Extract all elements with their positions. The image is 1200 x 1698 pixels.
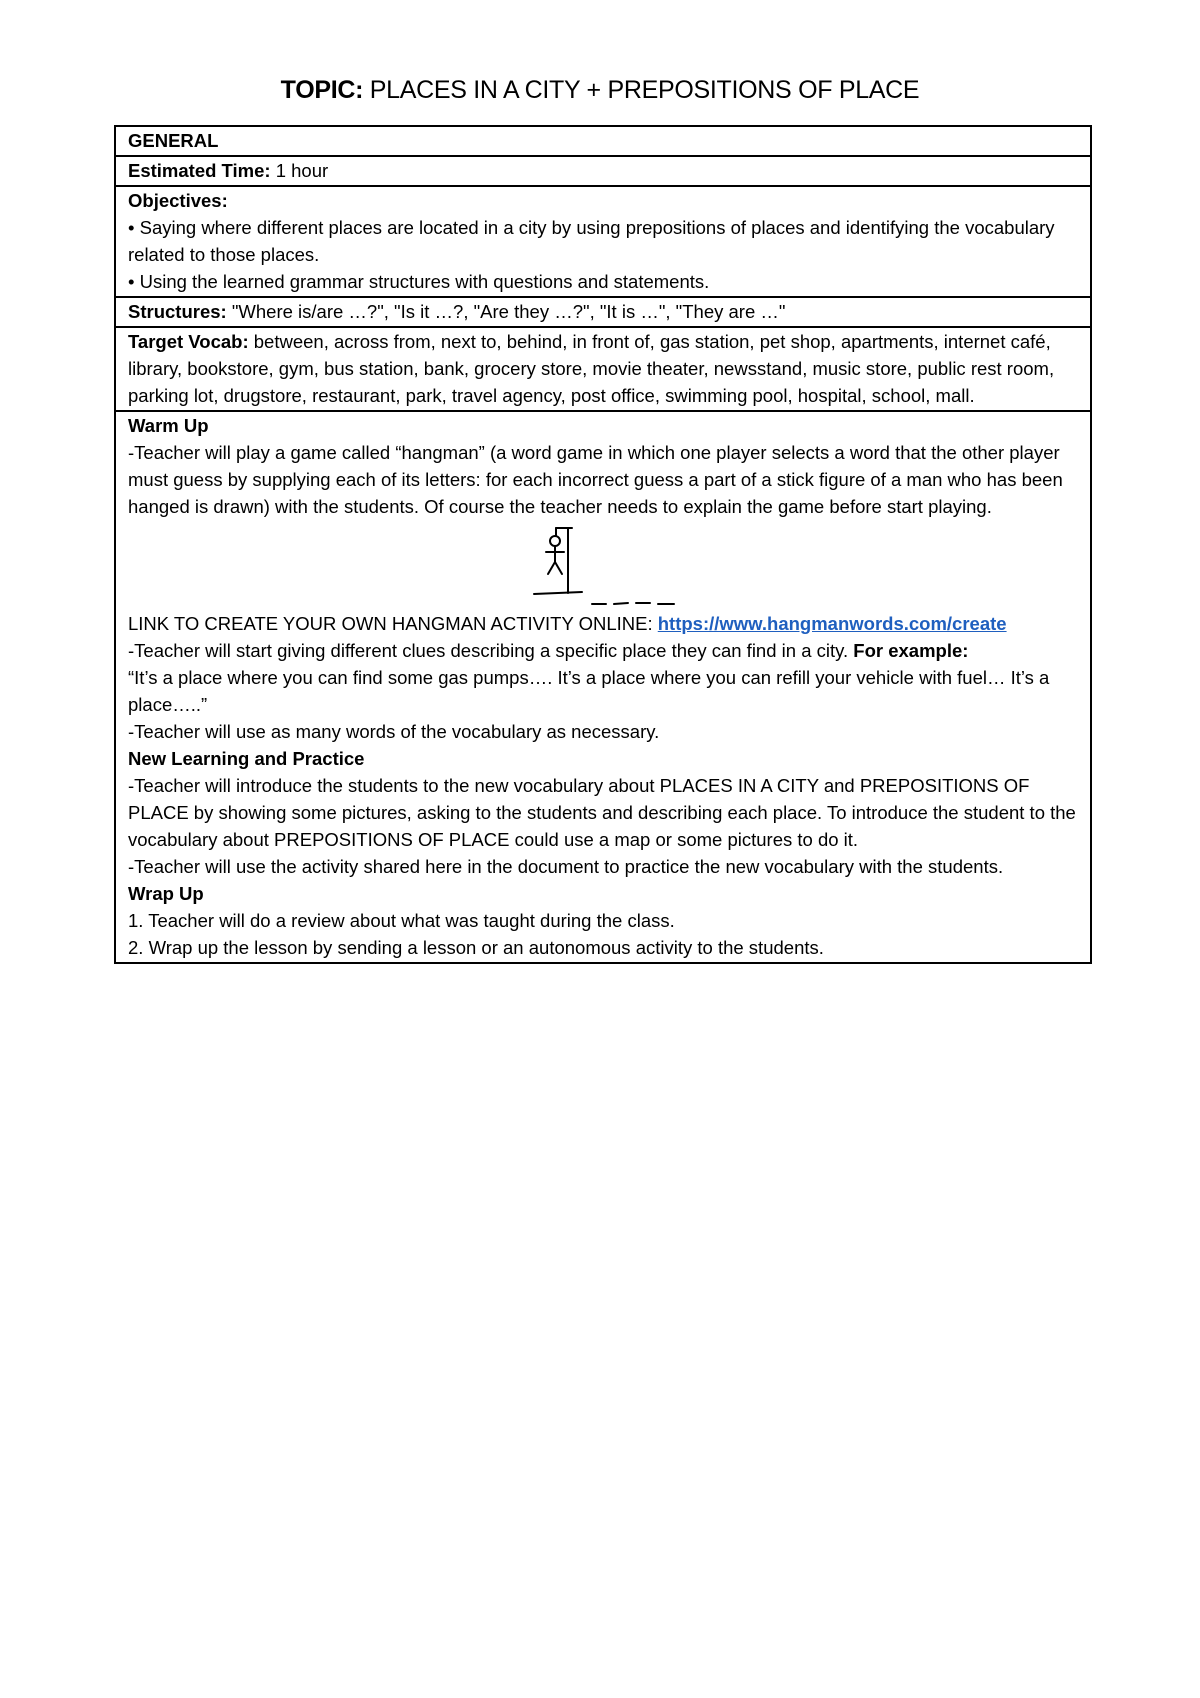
estimated-time-value: 1 hour bbox=[270, 160, 329, 181]
objective-item: • Saying where different places are located in a city by using prepositions of places and identifying the vocabulary related to those places. bbox=[128, 217, 1055, 265]
hangman-illustration bbox=[128, 520, 1080, 610]
structures-value: "Where is/are …?", "Is it …?, "Are they …?", "It is …", "They are …" bbox=[226, 301, 786, 322]
general-row bbox=[116, 127, 1090, 155]
structures-label: Structures: bbox=[128, 301, 227, 322]
target-vocab-label: Target Vocab: bbox=[128, 331, 249, 352]
lesson-plan-table bbox=[114, 125, 1092, 964]
objectives-label: Objectives: bbox=[128, 190, 228, 211]
general-header: GENERAL bbox=[128, 130, 219, 151]
target-vocab-row bbox=[116, 326, 1090, 410]
title-label: TOPIC: bbox=[280, 76, 364, 104]
procedure-row bbox=[116, 410, 1090, 962]
wrap-up-heading: Wrap Up bbox=[128, 883, 204, 904]
hangman-link-label: LINK TO CREATE YOUR OWN HANGMAN ACTIVITY ONLINE: bbox=[128, 613, 658, 634]
estimated-time-label: Estimated Time: bbox=[128, 160, 271, 181]
hangman-icon bbox=[532, 522, 692, 612]
objective-item: • Using the learned grammar structures with questions and statements. bbox=[128, 271, 710, 292]
warm-up-paragraph: -Teacher will play a game called “hangman” (a word game in which one player selects a word that the other player must guess by supplying each of its letters: for each incorrect guess a part of a stick figure of a man who has been hanged is drawn) with the students. Of course the teacher needs to explain the game before start playing. bbox=[128, 442, 1063, 517]
target-vocab-value: between, across from, next to, behind, in front of, gas station, pet shop, apartments, internet café, library, bookstore, gym, bus station, bank, grocery store, movie theater, newsstand, music store, public rest room, parking lot, drugstore, restaurant, park, travel agency, post office, swimming pool, hospital, school, mall. bbox=[128, 331, 1055, 406]
new-learning-heading: New Learning and Practice bbox=[128, 748, 365, 769]
title-text: PLACES IN A CITY + PREPOSITIONS OF PLACE bbox=[363, 76, 920, 104]
structures-row bbox=[116, 296, 1090, 326]
new-learning-paragraph: -Teacher will introduce the students to the new vocabulary about PLACES IN A CITY and PREPOSITIONS OF PLACE by showing some pictures, asking to the students and describing each place. To introduce the student to the vocabulary about PREPOSITIONS OF PLACE could use a map or some pictures to do it. bbox=[128, 775, 1076, 850]
estimated-time-row bbox=[116, 155, 1090, 185]
wrap-up-item: 1. Teacher will do a review about what was taught during the class. bbox=[128, 910, 675, 931]
clues-text: -Teacher will start giving different clues describing a specific place they can find in a city. bbox=[128, 640, 854, 661]
warm-up-paragraph bbox=[128, 637, 1080, 664]
warm-up-paragraph: -Teacher will use as many words of the vocabulary as necessary. bbox=[128, 721, 660, 742]
warm-up-heading: Warm Up bbox=[128, 415, 209, 436]
hangman-link[interactable]: https://www.hangmanwords.com/create bbox=[657, 613, 1007, 634]
objectives-row bbox=[116, 185, 1090, 296]
for-example-label: For example: bbox=[853, 640, 969, 661]
example-quote: “It’s a place where you can find some gas pumps…. It’s a place where you can refill your vehicle with fuel… It’s a place…..” bbox=[128, 667, 1050, 715]
page-title bbox=[0, 76, 1200, 105]
wrap-up-item: 2. Wrap up the lesson by sending a lesson or an autonomous activity to the students. bbox=[128, 937, 824, 958]
hangman-link-line bbox=[128, 610, 1080, 637]
new-learning-paragraph: -Teacher will use the activity shared here in the document to practice the new vocabulary with the students. bbox=[128, 856, 1004, 877]
